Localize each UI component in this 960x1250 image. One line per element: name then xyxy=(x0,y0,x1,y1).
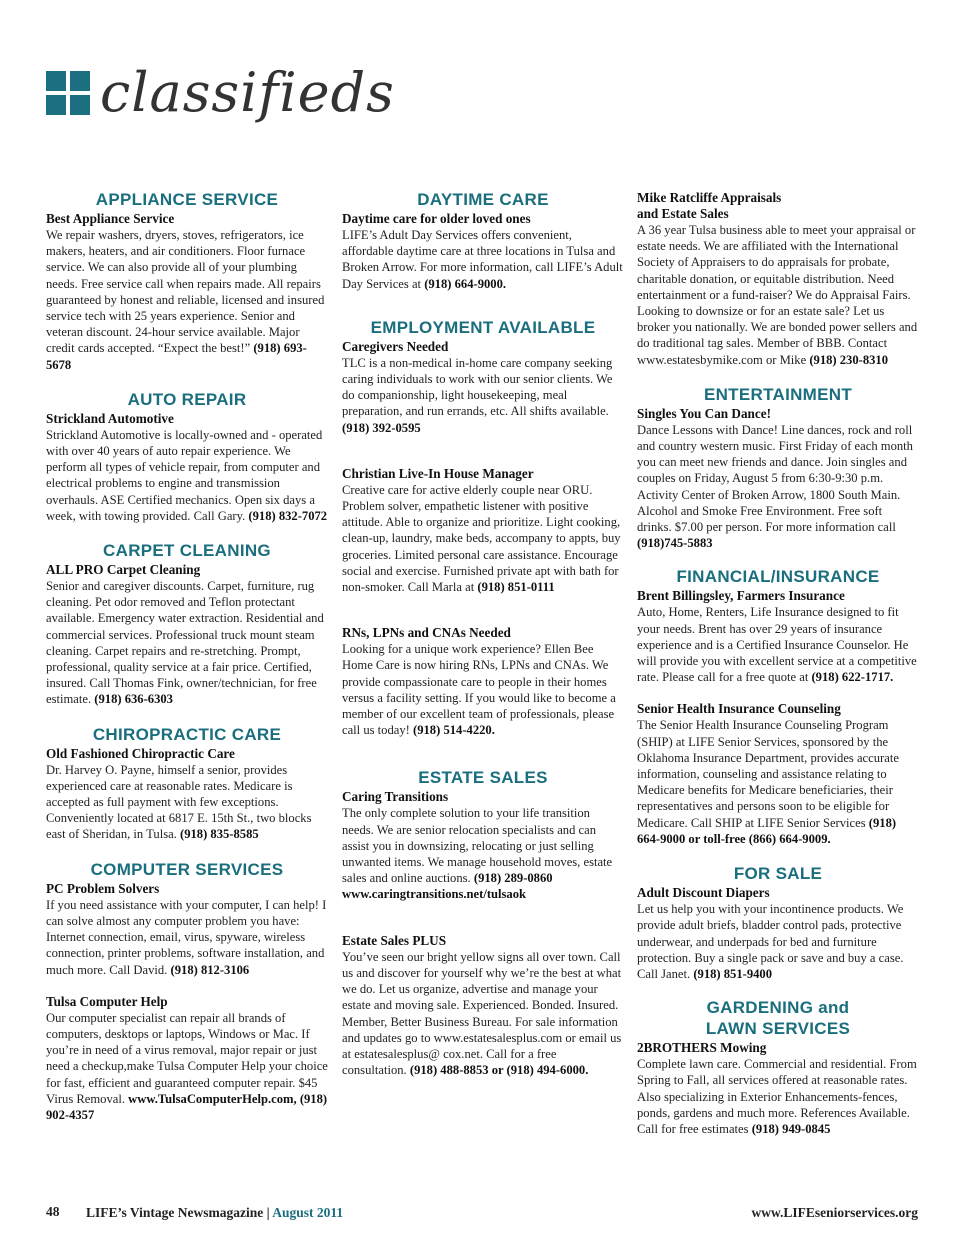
ad-listing xyxy=(46,562,328,708)
ad-contact: (918) 622-1717. xyxy=(811,670,894,685)
ad-title: Old Fashioned Chiropractic Care xyxy=(46,745,235,761)
ad-contact: (918) 949-0845 xyxy=(751,1121,831,1136)
section-daytime-care xyxy=(342,190,624,292)
column-1 xyxy=(46,190,328,1123)
ad-contact: (918) 664-9000 or toll-free (866) 664-9009. xyxy=(637,815,897,846)
ad-body: Our computer specialist can repair all brands of computers, desktops or laptops, Windows or Mac. If you’re in need of a virus removal, major repair or just need a checkup,make Tulsa Computer Help your choice for fast, efficient and guaranteed computer repair. $45 Virus Removal. www.TulsaComputerHelp.com, (918) 902-4357 xyxy=(46,1010,328,1122)
ad-contact: (918) 488-8853 or (918) 494-6000. xyxy=(409,1063,589,1078)
ad-title: Tulsa Computer Help xyxy=(46,993,168,1009)
magazine-name: LIFE’s Vintage Newsmagazine | xyxy=(86,1205,270,1220)
section-financial-insurance xyxy=(637,567,919,847)
ad-body: We repair washers, dryers, stoves, refrigerators, ice makers, heaters, and air conditioners. Floor furnace service. We can also provide all of your plumbing needs. Free service call when repairs made. All repairs guaranteed by honest and reliable, licensed and insured service tech with 25 years experience. Senior and veteran discount. 24-hour service available. Major credit cards accepted. “Expect the best!” (918) 693-5678 xyxy=(46,228,325,372)
section-title: DAYTIME CARE xyxy=(417,190,549,209)
ad-title: Estate Sales PLUS xyxy=(342,932,447,948)
section-appraisals xyxy=(637,190,919,368)
section-carpet-cleaning xyxy=(46,541,328,708)
ad-title: Caregivers Needed xyxy=(342,338,449,354)
ad-contact: (918) 514-4220. xyxy=(413,723,495,738)
section-title: FOR SALE xyxy=(733,864,823,884)
section-title: CARPET CLEANING xyxy=(103,541,271,561)
ad-body: Auto, Home, Renters, Life Insurance designed to fit your needs. Brent has over 29 years of insurance experience and is a Certified Insurance Counselor. He will provide you with excellent service at a competitive rate. Please call for a free quote at (918) 622-1717. xyxy=(637,605,917,685)
ad-listing xyxy=(637,190,919,368)
section-employment-available xyxy=(342,318,624,739)
ad-contact: (918) 693-5678 xyxy=(46,341,307,372)
ad-listing xyxy=(46,881,328,978)
ad-contact: (918) 392-0595 xyxy=(342,420,421,435)
ad-title: 2BROTHERS Mowing xyxy=(637,1040,767,1056)
ad-listing xyxy=(46,211,328,373)
ad-contact: (918) 636-6303 xyxy=(94,692,173,707)
ad-contact: www.TulsaComputerHelp.com, (918) 902-4357 xyxy=(46,1091,328,1122)
section-title: AUTO REPAIR xyxy=(127,389,247,409)
ad-listing xyxy=(637,406,919,552)
ad-title: Singles You Can Dance! xyxy=(637,405,771,421)
section-auto-repair xyxy=(46,390,328,524)
ad-listing xyxy=(637,588,919,685)
section-title: COMPUTER SERVICES xyxy=(90,859,284,879)
ad-body: You’ve seen our bright yellow signs all over town. Call us and discover for yourself why we’re the best at what we do. Let us organize, advertise and manage your estate and moving sale. Experienced. Bonded. Insured. Member, Better Business Bureau. For sale information and updates go to www.estatesalesplus.com or email us at estatesalesplus@ cox.net. Call for a free consultation. (918) 488-8853 or (918) 494-6000. xyxy=(342,949,622,1078)
ad-listing xyxy=(342,211,624,292)
ad-title: Caring Transitions xyxy=(342,789,449,805)
section-title: ENTERTAINMENT xyxy=(703,384,853,404)
section-chiropractic-care xyxy=(46,725,328,843)
ad-title: Strickland Automotive xyxy=(46,410,174,426)
ad-contact: (918) 664-9000. xyxy=(424,276,507,291)
column-2 xyxy=(342,190,624,1078)
ad-listing xyxy=(342,466,624,595)
page-footer xyxy=(46,1204,918,1224)
ad-body: TLC is a non-medical in-home care company seeking caring individuals to work with our senior clients. We do companionship, light housekeeping, meal preparation, and run errands, etc. All shifts available. (918) 392-0595 xyxy=(342,355,613,435)
section-estate-sales xyxy=(342,768,624,1078)
section-for-sale xyxy=(637,864,919,982)
ad-body: Looking for a unique work experience? Ellen Bee Home Care is now hiring RNs, LPNs and CNAs. We provide compassionate care to people in their homes versus a facility setting. If you would like to become a member of our excellent team of professionals, please call us today! (918) 514-4220. xyxy=(342,642,616,738)
section-title: FINANCIAL/INSURANCE xyxy=(676,567,880,587)
ad-contact: (918) 851-0111 xyxy=(477,580,555,595)
ad-body: The only complete solution to your life transition needs. We are senior relocation specialists and can assist you in downsizing, relocating or just selling unwanted items. We manage household moves, estate sales and online auctions. (918) 289-0860 www.caringtransitions.net/tulsaok xyxy=(342,806,613,902)
section-computer-services xyxy=(46,860,328,1123)
ad-listing xyxy=(342,789,624,902)
ad-listing xyxy=(637,1040,919,1137)
magazine-title xyxy=(86,1205,343,1221)
section-title: ESTATE SALES xyxy=(418,768,548,788)
ad-listing xyxy=(46,411,328,524)
ad-listing xyxy=(637,885,919,982)
ad-title: Christian Live-In House Manager xyxy=(342,465,534,481)
section-title: CHIROPRACTIC CARE xyxy=(92,724,282,744)
masthead-title: classifieds xyxy=(100,61,395,124)
ad-title: PC Problem Solvers xyxy=(46,880,160,896)
ad-body: The Senior Health Insurance Counseling Program (SHIP) at LIFE Senior Services, sponsored by the Oklahoma Insurance Department, provides accurate information, counseling and assistance relating to Medicare benefits for Medicare beneficiaries, their representatives and persons soon to be eligible for Medicare. Call SHIP at LIFE Senior Services (918) 664-9000 or toll-free (866) 664-9009. xyxy=(637,718,899,846)
ad-title: Best Appliance Service xyxy=(46,211,175,226)
column-3 xyxy=(637,190,919,1137)
section-title: EMPLOYMENT AVAILABLE xyxy=(370,317,596,337)
section-gardening-lawn xyxy=(637,998,919,1137)
page-number: 48 xyxy=(46,1204,60,1219)
ad-contact: (918)745-5883 xyxy=(637,536,713,551)
ad-contact: (918) 230-8310 xyxy=(809,352,889,367)
ad-body: Strickland Automotive is locally-owned and - operated with over 40 years of auto repair experience. We perform all types of vehicle repair, from computer and electrical problems to engine and transmission overhauls. ASE Certified mechanics. Open six days a week, with towing provided. Call Gary. (918) 832-7072 xyxy=(46,427,328,523)
ad-listing xyxy=(46,746,328,843)
ad-contact: (918) 851-9400 xyxy=(693,966,773,981)
section-title-line-1: GARDENING and xyxy=(706,998,850,1018)
ad-title: Senior Health Insurance Counseling xyxy=(637,701,841,717)
ad-body: Creative care for active elderly couple near ORU. Problem solver, empathetic listener with positive attitude. Able to organize and prioritize. Light cooking, clean-up, laundry, make beds, accompany to appts, buy groceries. Limited personal care assistance. Encourage social and exercise. Furnished private apt with bath for non-smoker. Call Marla at (918) 851-0111 xyxy=(342,482,621,595)
section-entertainment xyxy=(637,385,919,552)
ad-body: Complete lawn care. Commercial and residential. From Spring to Fall, all services offered at reasonable rates. Also specializing in Exterior Enhancements-fences, ponds, gardens and much more. References Available. Call for free estimates (918) 949-0845 xyxy=(637,1057,917,1136)
ad-listing xyxy=(342,933,624,1079)
ad-listing xyxy=(637,701,919,847)
website-link[interactable]: www.LIFEseniorservices.org xyxy=(751,1205,918,1220)
section-title: APPLIANCE SERVICE xyxy=(95,190,279,209)
masthead xyxy=(46,61,395,124)
ad-body: Dr. Harvey O. Payne, himself a senior, provides experienced care at reasonable rates. Medicare is accepted as full payment with few exceptions. Conveniently located at 6817 E. 15th St., two blocks east of Sheridan, in Tulsa. (918) 835-8585 xyxy=(46,762,312,842)
ad-listing xyxy=(46,994,328,1123)
ad-contact: (918) 289-0860 www.caringtransitions.net/tulsaok xyxy=(342,871,553,902)
ad-title: Daytime care for older loved ones xyxy=(342,211,531,226)
ad-body: Let us help you with your incontinence products. We provide adult briefs, bladder control pads, protective underwear, and underpads for bed and furniture protection. Buy a single pack or save and buy a case. Call Janet. (918) 851-9400 xyxy=(637,902,904,981)
ad-title: Adult Discount Diapers xyxy=(637,885,770,901)
ad-contact: (918) 832-7072 xyxy=(248,508,328,523)
ad-listing xyxy=(342,339,624,436)
ad-contact: (918) 835-8585 xyxy=(180,827,259,842)
ad-body: Senior and caregiver discounts. Carpet, furniture, rug cleaning. Pet odor removed and Teflon protectant available. Emergency water extraction. Residential and commercial services. Professional truck mount steam cleaning. Carpet repairs and re-stretching. Prompt, professional, quality service at a fair price. Certified, insured. Call Thomas Fink, owner/technician, for free estimate. (918) 636-6303 xyxy=(46,579,324,707)
ad-title: Mike Ratcliffe Appraisals and Estate Sales xyxy=(637,190,782,221)
ad-contact: (918) 812-3106 xyxy=(170,962,250,977)
ad-listing xyxy=(342,625,624,738)
ad-body: If you need assistance with your computer, I can help! I can solve almost any computer problem you have: Internet connection, email, virus, spyware, wireless connection, printer problems, software installation, and much more. Call David. (918) 812-3106 xyxy=(46,897,327,977)
ad-title: Brent Billingsley, Farmers Insurance xyxy=(637,588,845,604)
ad-body: LIFE’s Adult Day Services offers convenient, affordable daytime care at three locations in Tulsa and Broken Arrow. For more information, call LIFE’s Adult Day Services at (918) 664-9000. xyxy=(342,228,623,291)
section-appliance-service xyxy=(46,190,328,373)
ad-title: ALL PRO Carpet Cleaning xyxy=(46,562,201,578)
section-title-line-2: LAWN SERVICES xyxy=(705,1019,851,1039)
ad-title: RNs, LPNs and CNAs Needed xyxy=(342,625,511,641)
issue-date: August 2011 xyxy=(272,1205,344,1220)
four-squares-icon xyxy=(46,71,90,115)
ad-body: A 36 year Tulsa business able to meet your appraisal or estate needs. We are affiliated with the International Society of Appraisers to do appraisals for probate, charitable donation, or equitable distribution. Need entertainment or a fund-raiser? We do Appraisal Fairs. Looking to downsize or for an estate sale? Let us broker you nationally. We are bonded power sellers and do traditional tag sales. Member of BBB. Contact www.estatesbymike.com or Mike (918) 230-8310 xyxy=(637,223,918,367)
ad-body: Dance Lessons with Dance! Line dances, rock and roll and country western music. First Friday of each month you can meet new friends and dance. Join singles and couples on Friday, August 5 from 6:30-9:30 p.m. Activity Center of Broken Arrow, 1800 South Main. Alcohol and Smoke Free Environment. Free soft drinks. $7.00 per person. For more information call (918)745-5883 xyxy=(637,422,913,551)
